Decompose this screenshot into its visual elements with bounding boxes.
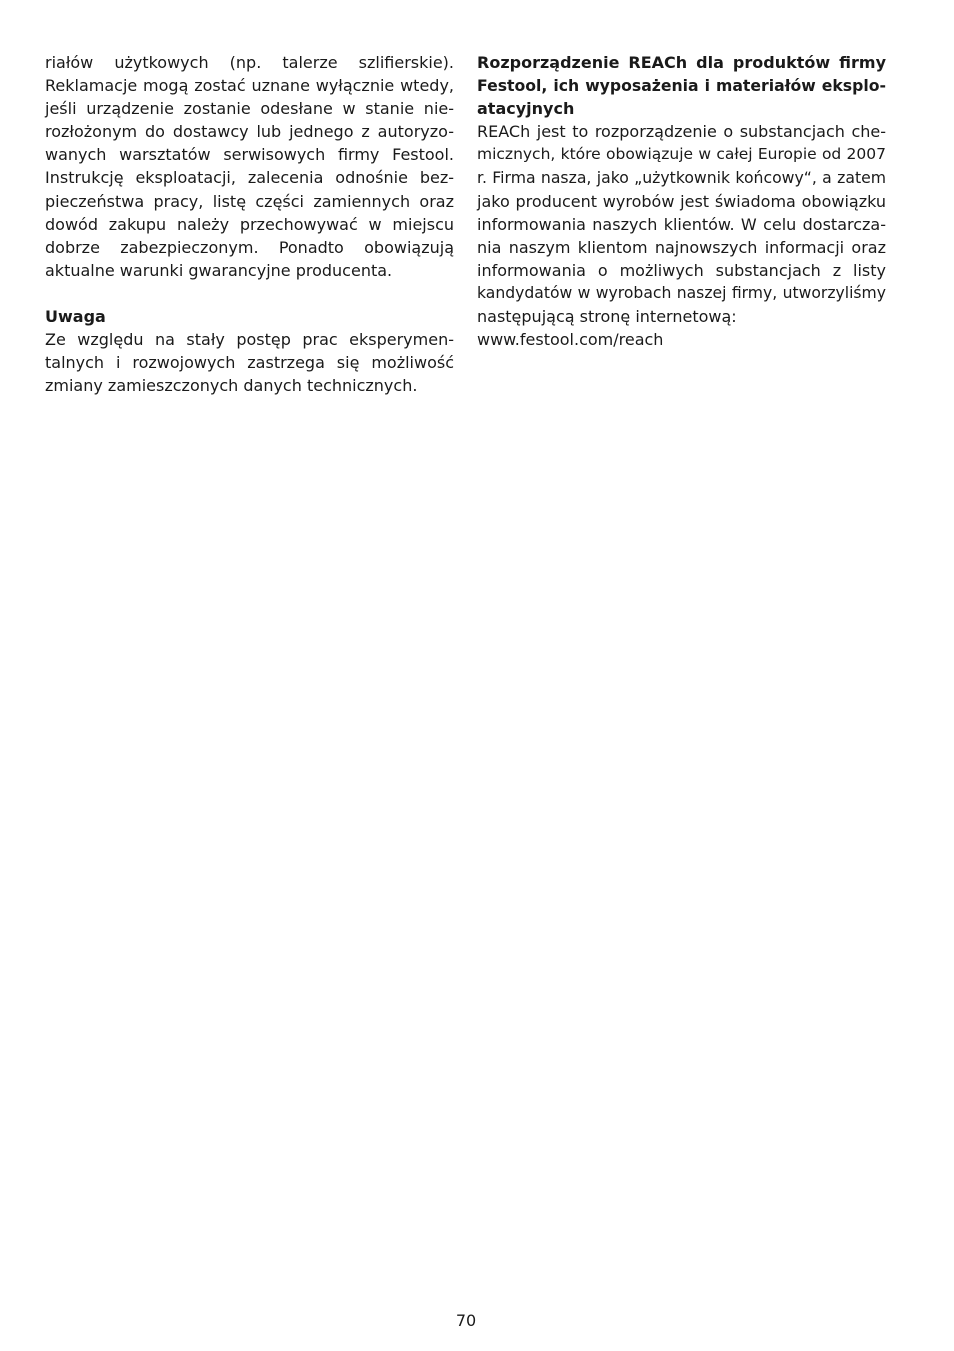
- text-line: zmiany zamieszczonych danych technicznych.: [45, 376, 418, 396]
- text-line: dowód zakupu należy przechowywać w miejscu: [45, 214, 454, 234]
- text-line: Reklamacje mogą zostać uznane wyłącznie wtedy,: [45, 76, 454, 96]
- text-line: jeśli urządzenie zostanie odesłane w stanie nie-: [45, 99, 454, 119]
- text-line: REACh jest to rozporządzenie o substancjach che-: [477, 122, 886, 142]
- right-column: [477, 51, 886, 351]
- text-line: informowania o możliwych substancjach z listy: [477, 260, 886, 280]
- text-line: jako producent wyrobów jest świadoma obowiązku: [477, 191, 886, 211]
- text-line: riałów użytkowych (np. talerze szlifierskie).: [45, 53, 454, 72]
- paragraph-spacer: [45, 282, 454, 305]
- reach-url: www.festool.com/reach: [477, 330, 664, 350]
- text-line: micznych, które obowiązuje w całej Europie od 2007: [477, 145, 886, 164]
- text-line: dobrze zabezpieczonym. Ponadto obowiązują: [45, 237, 454, 257]
- text-line: Ze względu na stały postęp prac eksperymen-: [45, 330, 454, 350]
- section-heading-uwaga: Uwaga: [45, 307, 106, 327]
- reach-paragraph: [477, 120, 886, 351]
- text-line: r. Firma nasza, jako „użytkownik końcowy“, a zatem: [477, 168, 886, 188]
- text-line: kandydatów w wyrobach naszej firmy, utworzyliśmy: [477, 283, 886, 302]
- text-line: pieczeństwa pracy, listę części zamiennych oraz: [45, 191, 454, 211]
- notice-paragraph: [45, 328, 454, 397]
- text-line: wanych warsztatów serwisowych firmy Festool.: [45, 145, 454, 165]
- left-column: [45, 51, 454, 397]
- text-line: talnych i rozwojowych zastrzega się możliwość: [45, 353, 454, 373]
- heading-line: atacyjnych: [477, 99, 575, 119]
- warranty-paragraph: [45, 51, 454, 282]
- heading-line: Rozporządzenie REACh dla produktów firmy: [477, 53, 886, 72]
- text-line: następującą stronę internetową:: [477, 307, 737, 327]
- text-line: informowania naszych klientów. W celu dostarcza-: [477, 214, 886, 234]
- text-line: rozłożonym do dostawcy lub jednego z autoryzo-: [45, 122, 454, 142]
- heading-line: Festool, ich wyposażenia i materiałów eksplo-: [477, 76, 886, 96]
- text-line: nia naszym klientom najnowszych informacji oraz: [477, 237, 886, 257]
- text-line: Instrukcję eksploatacji, zalecenia odnośnie bez-: [45, 168, 454, 188]
- section-heading-reach: [477, 51, 886, 120]
- page-number: 70: [455, 1311, 477, 1330]
- text-line: aktualne warunki gwarancyjne producenta.: [45, 260, 393, 280]
